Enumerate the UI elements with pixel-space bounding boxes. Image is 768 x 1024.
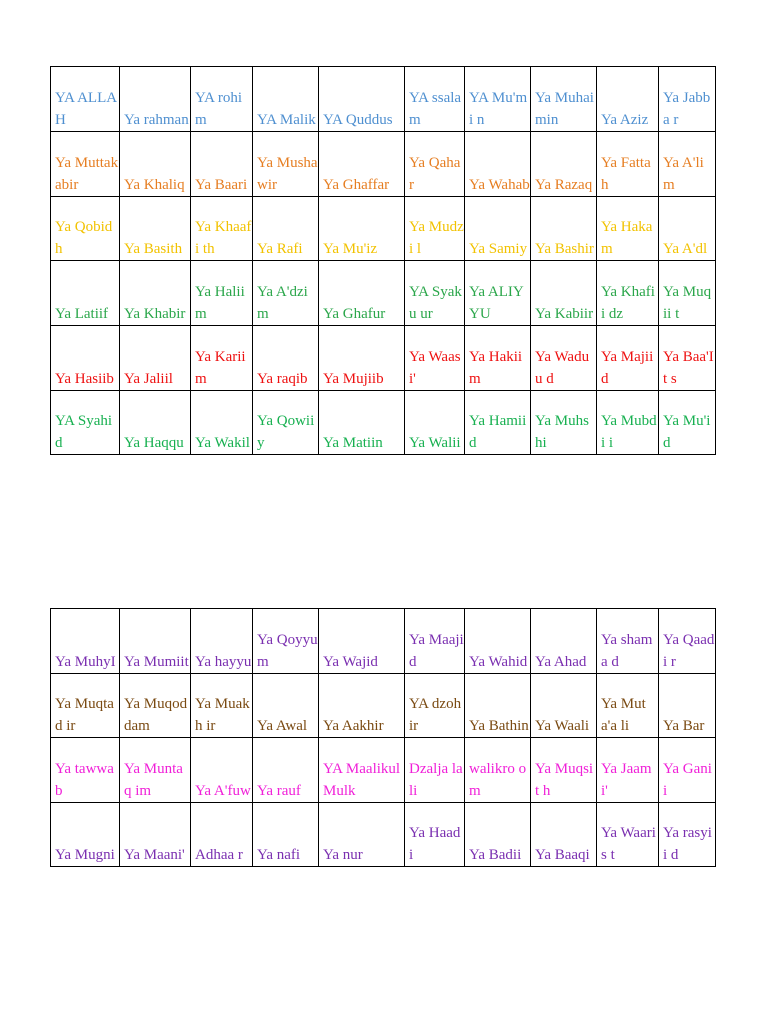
name-cell: Ya Ahad [531,609,597,674]
name-cell: Ya Hakam [597,197,659,261]
name-cell: Ya Hakiim [465,326,531,391]
name-cell: Ya Haadi [405,803,465,867]
name-cell: Ya Muhshi [531,391,597,455]
name-cell: YA Syahid [51,391,120,455]
name-cell: YA Syaku ur [405,261,465,326]
name-cell: Ya Basith [120,197,191,261]
name-cell: Ya MuhyI [51,609,120,674]
name-cell: YA Malik [253,67,319,132]
table-row [51,197,716,261]
name-cell: Ya hayyu [191,609,253,674]
name-cell: Ya A'fuw [191,738,253,803]
name-cell: Ya Qoyyu m [253,609,319,674]
name-cell: Ya Waasi' [405,326,465,391]
name-cell: Ya Kariim [191,326,253,391]
name-cell: Ya Jaliil [120,326,191,391]
name-cell: Ya rahman [120,67,191,132]
name-cell: Ya Mu'id [659,391,716,455]
name-cell: Ya Muttak abir [51,132,120,197]
name-cell: Ya Wakil [191,391,253,455]
name-cell: Ya Awal [253,674,319,738]
name-cell: Ya Mumiit [120,609,191,674]
table-row [51,132,716,197]
name-cell: Ya Khaafi th [191,197,253,261]
name-cell: Ya Bathin [465,674,531,738]
name-cell: Ya Mubdi i [597,391,659,455]
name-cell: Ya Baari [191,132,253,197]
name-cell: Ya nur [319,803,405,867]
name-cell: Ya Khabir [120,261,191,326]
name-cell: Ya Mujiib [319,326,405,391]
name-cell: Ya Musha wir [253,132,319,197]
name-cell: Ya nafi [253,803,319,867]
name-cell: Ya Haqqu [120,391,191,455]
name-cell: Ya Majiid [597,326,659,391]
table-row [51,674,716,738]
name-cell: Ya Muta'a li [597,674,659,738]
table-row [51,326,716,391]
name-cell: Ya Muqsit h [531,738,597,803]
name-cell: Ya Mugni [51,803,120,867]
name-cell: Ya Muakh ir [191,674,253,738]
name-cell: Ya Ghaffar [319,132,405,197]
name-cell: Ya Bashir [531,197,597,261]
name-cell: YA Maalikul Mulk [319,738,405,803]
name-cell: Ya Razaq [531,132,597,197]
name-cell: Ya Khafii dz [597,261,659,326]
name-cell: Ya Qaadi r [659,609,716,674]
name-cell: Ya Baa'It s [659,326,716,391]
name-cell: Ya Khaliq [120,132,191,197]
name-cell: Ya Matiin [319,391,405,455]
name-cell: Ya Jaami' [597,738,659,803]
name-cell: Ya Aziz [597,67,659,132]
asmaul-husna-table-1 [50,66,716,455]
name-cell: Dzalja lali [405,738,465,803]
name-cell: Ya Wahab [465,132,531,197]
name-cell: Ya Muqtad ir [51,674,120,738]
name-cell: Ya ALIY YU [465,261,531,326]
name-cell: Ya Kabiir [531,261,597,326]
name-cell: Ya A'dl [659,197,716,261]
asmaul-husna-table-2 [50,608,716,867]
name-cell: Ya Fattah [597,132,659,197]
name-cell: Ya A'lim [659,132,716,197]
name-cell: Ya Qobidh [51,197,120,261]
name-cell: Ya Muntaq im [120,738,191,803]
name-cell: YA ALLA H [51,67,120,132]
name-cell: Ya Maani' [120,803,191,867]
name-cell: Ya Hasiib [51,326,120,391]
table-row [51,261,716,326]
table-row [51,803,716,867]
name-cell: Ya Maaji d [405,609,465,674]
name-cell: YA Mu'mi n [465,67,531,132]
name-cell: YA rohim [191,67,253,132]
name-cell: Ya Jabba r [659,67,716,132]
name-cell: Ya Haliim [191,261,253,326]
name-cell: Ya Baaqi [531,803,597,867]
name-cell: walikro om [465,738,531,803]
name-cell: Ya Walii [405,391,465,455]
name-cell: Ya Mu'iz [319,197,405,261]
name-cell: Ya Waduu d [531,326,597,391]
name-cell: Ya Ganii [659,738,716,803]
name-cell: Ya Wahid [465,609,531,674]
name-cell: Ya Samiy [465,197,531,261]
name-cell: Ya rasyii d [659,803,716,867]
table-row [51,738,716,803]
name-cell: Ya Qahar [405,132,465,197]
name-cell: YA dzohir [405,674,465,738]
table-row [51,67,716,132]
name-cell: YA Quddus [319,67,405,132]
name-cell: Ya Mudzi l [405,197,465,261]
name-cell: Ya Badii [465,803,531,867]
name-cell: Ya Waaris t [597,803,659,867]
name-cell: Ya Bar [659,674,716,738]
name-cell: Adhaa r [191,803,253,867]
name-cell: Ya Aakhir [319,674,405,738]
name-cell: Ya rauf [253,738,319,803]
name-cell: Ya Wajid [319,609,405,674]
name-cell: Ya Muqii t [659,261,716,326]
name-cell: Ya raqib [253,326,319,391]
name-cell: Ya Muqod dam [120,674,191,738]
name-cell: YA ssalam [405,67,465,132]
table-row [51,391,716,455]
name-cell: Ya Hamiid [465,391,531,455]
name-cell: Ya Qowiiy [253,391,319,455]
name-cell: Ya shama d [597,609,659,674]
name-cell: Ya Ghafur [319,261,405,326]
table-row [51,609,716,674]
name-cell: Ya tawwab [51,738,120,803]
name-cell: Ya Waali [531,674,597,738]
name-cell: Ya Rafi [253,197,319,261]
name-cell: Ya Muhai min [531,67,597,132]
name-cell: Ya Latiif [51,261,120,326]
name-cell: Ya A'dzim [253,261,319,326]
